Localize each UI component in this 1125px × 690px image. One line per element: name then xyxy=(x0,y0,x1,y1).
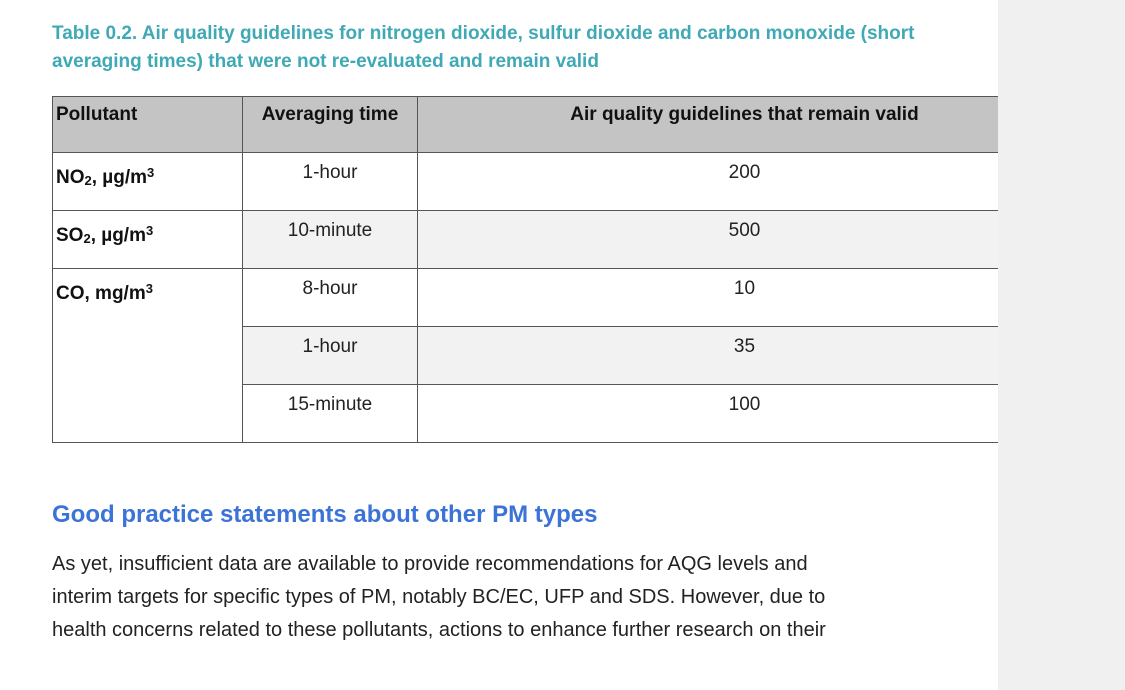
header-guidelines: Air quality guidelines that remain valid xyxy=(418,97,1072,153)
paragraph-line-3: health concerns related to these pollutants, actions to enhance further research on their xyxy=(52,619,826,641)
averaging-time-cell: 1-hour xyxy=(243,327,418,385)
pollutant-cell-co xyxy=(53,269,243,443)
table-row xyxy=(53,211,1072,269)
header-pollutant: Pollutant xyxy=(53,97,243,153)
pollutant-base: NO xyxy=(56,167,85,188)
pollutant-superscript: 3 xyxy=(145,223,154,238)
averaging-time-cell: 10-minute xyxy=(243,211,418,269)
pollutant-subscript: 2 xyxy=(83,231,91,246)
guideline-value-cell: 10 xyxy=(418,269,1072,327)
guideline-value-cell: 35 xyxy=(418,327,1072,385)
table-caption xyxy=(52,20,972,76)
guideline-value-cell: 500 xyxy=(418,211,1072,269)
guideline-value-cell: 100 xyxy=(418,385,1072,443)
averaging-time-cell: 1-hour xyxy=(243,153,418,211)
pollutant-base: CO xyxy=(56,283,85,304)
body-paragraph xyxy=(52,548,992,647)
table-row xyxy=(53,153,1072,211)
pollutant-cell-so2 xyxy=(53,211,243,269)
table-header-row xyxy=(53,97,1072,153)
pollutant-cell-no2 xyxy=(53,153,243,211)
pollutant-base: SO xyxy=(56,225,84,246)
pollutant-superscript: 3 xyxy=(145,281,153,296)
paragraph-line-1: As yet, insufficient data are available to provide recommendations for AQG levels and xyxy=(52,553,808,575)
table-caption-line-2: averaging times) that were not re-evaluated and remain valid xyxy=(52,51,599,72)
table-row xyxy=(53,269,1072,327)
guideline-value-cell: 200 xyxy=(418,153,1072,211)
pollutant-unit: , µg/m xyxy=(91,167,148,188)
pollutant-subscript: 2 xyxy=(84,173,92,188)
averaging-time-cell: 15-minute xyxy=(243,385,418,443)
section-heading: Good practice statements about other PM types xyxy=(52,501,598,528)
table-caption-line-1: Table 0.2. Air quality guidelines for nitrogen dioxide, sulfur dioxide and carbon monoxide (short xyxy=(52,23,915,44)
air-quality-guidelines-table xyxy=(52,96,1072,443)
averaging-time-cell: 8-hour xyxy=(243,269,418,327)
paragraph-line-2: interim targets for specific types of PM, notably BC/EC, UFP and SDS. However, due to xyxy=(52,586,826,608)
pollutant-unit: , µg/m xyxy=(90,225,146,246)
pollutant-unit: , mg/m xyxy=(84,283,146,304)
page-side-margin xyxy=(998,0,1125,690)
header-averaging-time: Averaging time xyxy=(243,97,418,153)
pollutant-superscript: 3 xyxy=(147,165,155,180)
